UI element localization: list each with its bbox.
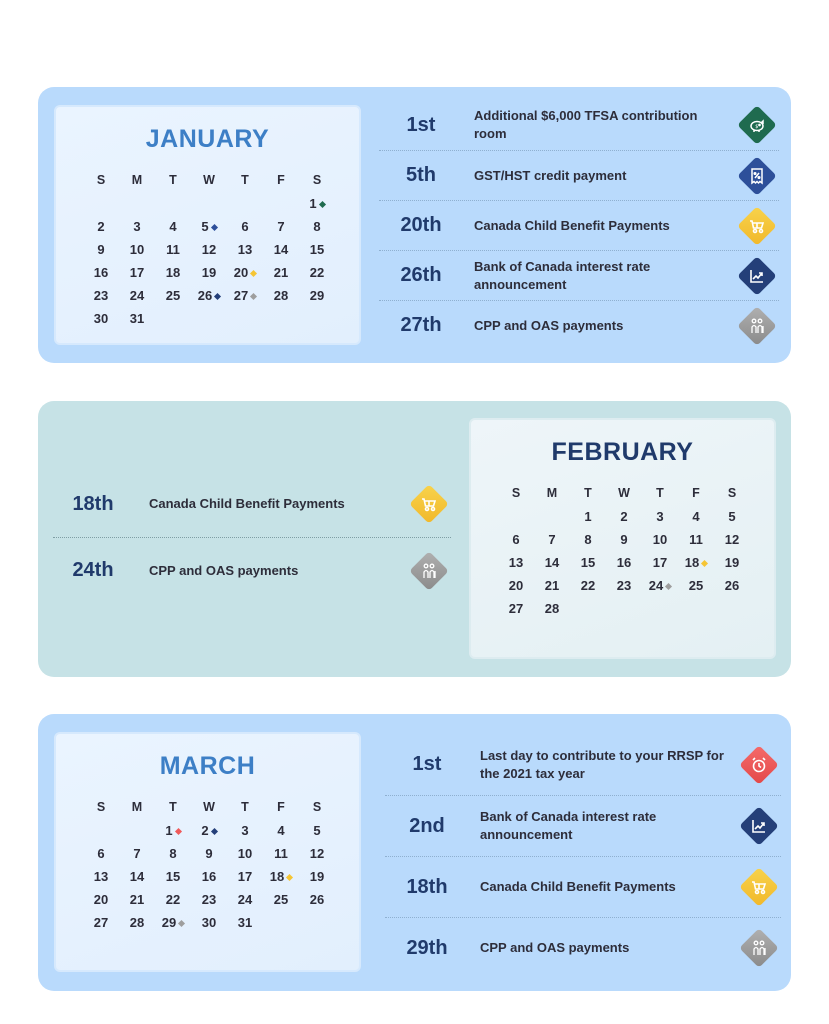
event-description: Last day to contribute to your RRSP for the 2021 tax year [480,747,724,781]
calendar-day [83,819,119,842]
event-marker-icon [701,560,708,567]
stroller-icon [409,484,449,524]
calendar-day: 25 [688,578,704,593]
event-date: 26th [400,264,442,286]
weekday-label: M [546,486,558,500]
event-description: Canada Child Benefit Payments [149,496,345,511]
event-row [53,537,451,603]
march-section [38,714,791,991]
calendar-day: 2 [191,819,227,842]
calendar-day: 17 [129,265,145,280]
event-marker-icon [214,293,221,300]
january-section [38,87,791,363]
calendar-day: 5 [313,823,321,838]
event-date: 27th [400,314,442,336]
event-marker-icon [665,583,672,590]
calendar-day: 11 [166,242,180,257]
calendar-day: 14 [544,555,560,570]
weekday-label: M [131,800,143,814]
calendar-day: 15 [309,242,325,257]
march-calendar [54,732,361,972]
calendar-day [534,505,570,528]
calendar-day: 25 [273,892,289,907]
month-title: MARCH [159,752,256,780]
calendar-day: 22 [165,892,181,907]
calendar-day: 23 [93,288,109,303]
calendar-day: 13 [508,555,524,570]
calendar-day: 22 [309,265,325,280]
weekday-label: M [131,173,143,187]
event-date: 1st [406,113,436,136]
weekday-label: T [656,486,664,500]
january-calendar [54,105,361,345]
calendar-day: 22 [580,578,596,593]
calendar-day: 14 [273,242,289,257]
calendar-day: 3 [133,219,141,234]
calendar-day: 25 [165,288,181,303]
chart-up-icon [737,256,777,296]
march-event-list [385,734,781,978]
event-row [385,795,781,856]
calendar-day: 20 [508,578,524,593]
month-title: FEBRUARY [551,438,694,466]
event-description: CPP and OAS payments [474,317,624,333]
weekday-label: T [169,800,177,814]
weekday-label: S [312,800,322,814]
event-marker-icon [175,828,182,835]
event-row [379,150,779,200]
calendar-day: 14 [129,869,145,884]
calendar-day: 13 [93,869,109,884]
weekday-label: S [96,173,106,187]
calendar-grid [83,169,335,330]
seniors-icon [409,551,449,591]
calendar-day: 2 [97,219,105,234]
seniors-icon [739,928,779,968]
calendar-day: 19 [201,265,217,280]
calendar-day [119,192,155,215]
receipt-icon [737,156,777,196]
calendar-day: 3 [241,823,249,838]
calendar-day: 12 [309,846,325,861]
calendar-day: 20 [227,261,263,284]
weekday-label: T [241,173,249,187]
calendar-day [498,505,534,528]
calendar-day: 24 [129,288,145,303]
calendar-day: 9 [620,532,628,547]
calendar-day: 5 [728,509,736,524]
calendar-day: 7 [133,846,141,861]
event-row [379,250,779,300]
event-row [385,856,781,917]
calendar-day: 16 [93,265,109,280]
weekday-label: F [277,800,285,814]
calendar-grid [498,482,750,620]
calendar-day: 28 [129,915,145,930]
calendar-day: 10 [652,532,668,547]
weekday-label: W [203,800,215,814]
calendar-day [263,192,299,215]
calendar-day: 23 [616,578,632,593]
calendar-day: 16 [616,555,632,570]
event-description: Bank of Canada interest rate announcement [480,809,657,842]
svg-text:$: $ [755,124,759,130]
event-description: CPP and OAS payments [149,562,299,578]
event-row [385,917,781,978]
calendar-day: 16 [201,869,217,884]
event-marker-icon [250,270,257,277]
calendar-day: 2 [620,509,628,524]
stroller-icon [737,206,777,246]
calendar-day: 4 [169,219,177,234]
calendar-day: 15 [580,555,596,570]
calendar-day: 29 [155,911,191,934]
calendar-day: 30 [201,915,217,930]
calendar-day [119,819,155,842]
weekday-label: T [169,173,177,187]
weekday-label: F [692,486,700,500]
month-title: JANUARY [145,125,270,153]
calendar-day: 18 [263,865,299,888]
calendar-day: 1 [584,509,592,524]
february-calendar [469,418,776,659]
calendar-day: 1 [155,819,191,842]
january-event-list [379,100,779,350]
calendar-day: 6 [241,219,249,234]
calendar-day: 28 [544,601,560,616]
calendar-day: 31 [129,311,145,326]
event-date: 24th [72,559,114,581]
calendar-day [155,192,191,215]
calendar-day: 21 [544,578,560,593]
calendar-day: 19 [309,869,325,884]
weekday-label: W [618,486,630,500]
calendar-day: 24 [237,892,253,907]
event-description: Canada Child Benefit Payments [474,217,670,233]
calendar-day: 4 [692,509,700,524]
calendar-day: 11 [689,532,703,547]
calendar-day: 10 [129,242,145,257]
calendar-day: 8 [169,846,177,861]
calendar-day: 26 [724,578,740,593]
calendar-day: 26 [309,892,325,907]
calendar-day: 27 [227,284,263,307]
event-date: 20th [400,214,442,236]
calendar-day: 20 [93,892,109,907]
event-description: Additional $6,000 TFSA contribution room [474,108,698,141]
calendar-day: 28 [273,288,289,303]
event-date: 2nd [409,814,445,837]
calendar-day [83,192,119,215]
february-event-list [53,471,451,603]
calendar-day: 12 [724,532,740,547]
event-row [379,100,779,150]
calendar-day: 29 [309,288,325,303]
stroller-icon [739,867,779,907]
chart-up-icon [739,806,779,846]
calendar-day: 6 [512,532,520,547]
calendar-day: 13 [237,242,253,257]
february-section [38,401,791,677]
weekday-label: S [511,486,521,500]
calendar-day: 30 [93,311,109,326]
event-marker-icon [211,828,218,835]
event-date: 5th [406,164,436,186]
event-marker-icon [319,201,326,208]
calendar-day: 8 [313,219,321,234]
calendar-day [191,192,227,215]
calendar-day: 9 [97,242,105,257]
calendar-day: 5 [191,215,227,238]
calendar-day: 15 [165,869,181,884]
calendar-day: 7 [277,219,285,234]
calendar-day: 1 [299,192,335,215]
calendar-day: 10 [237,846,253,861]
piggy-bank-icon [737,105,777,145]
calendar-day: 21 [129,892,145,907]
calendar-day: 4 [277,823,285,838]
alarm-clock-icon [739,745,779,785]
calendar-grid [83,796,335,934]
event-marker-icon [178,920,185,927]
calendar-day: 31 [237,915,253,930]
weekday-label: T [584,486,592,500]
event-row [379,200,779,250]
calendar-day: 17 [237,869,253,884]
weekday-label: S [727,486,737,500]
seniors-icon [737,306,777,346]
calendar-day: 7 [548,532,556,547]
calendar-day [227,192,263,215]
event-description: CPP and OAS payments [480,940,630,955]
calendar-day: 23 [201,892,217,907]
calendar-day: 12 [201,242,217,257]
calendar-day: 3 [656,509,664,524]
calendar-day: 24 [642,574,678,597]
event-marker-icon [250,293,257,300]
event-row [53,471,451,537]
event-date: 29th [406,936,448,959]
event-description: GST/HST credit payment [474,167,627,183]
weekday-label: S [96,800,106,814]
event-row [385,734,781,795]
calendar-day: 21 [273,265,289,280]
event-row [379,300,779,350]
calendar-day: 6 [97,846,105,861]
calendar-day: 27 [508,601,524,616]
weekday-label: T [241,800,249,814]
calendar-day: 26 [191,284,227,307]
calendar-day: 9 [205,846,213,861]
event-description: Bank of Canada interest rate announcement [474,258,651,292]
event-date: 18th [406,875,448,898]
weekday-label: W [203,173,215,187]
calendar-day: 27 [93,915,109,930]
calendar-day: 18 [165,265,181,280]
calendar-day: 18 [678,551,714,574]
calendar-day: 17 [652,555,668,570]
event-date: 1st [412,753,442,775]
calendar-day: 11 [274,846,288,861]
calendar-day: 8 [584,532,592,547]
event-marker-icon [286,874,293,881]
calendar-day: 19 [724,555,740,570]
event-description: Canada Child Benefit Payments [480,879,676,894]
weekday-label: F [277,173,285,187]
event-marker-icon [211,224,218,231]
event-date: 18th [72,492,114,515]
weekday-label: S [312,173,322,187]
